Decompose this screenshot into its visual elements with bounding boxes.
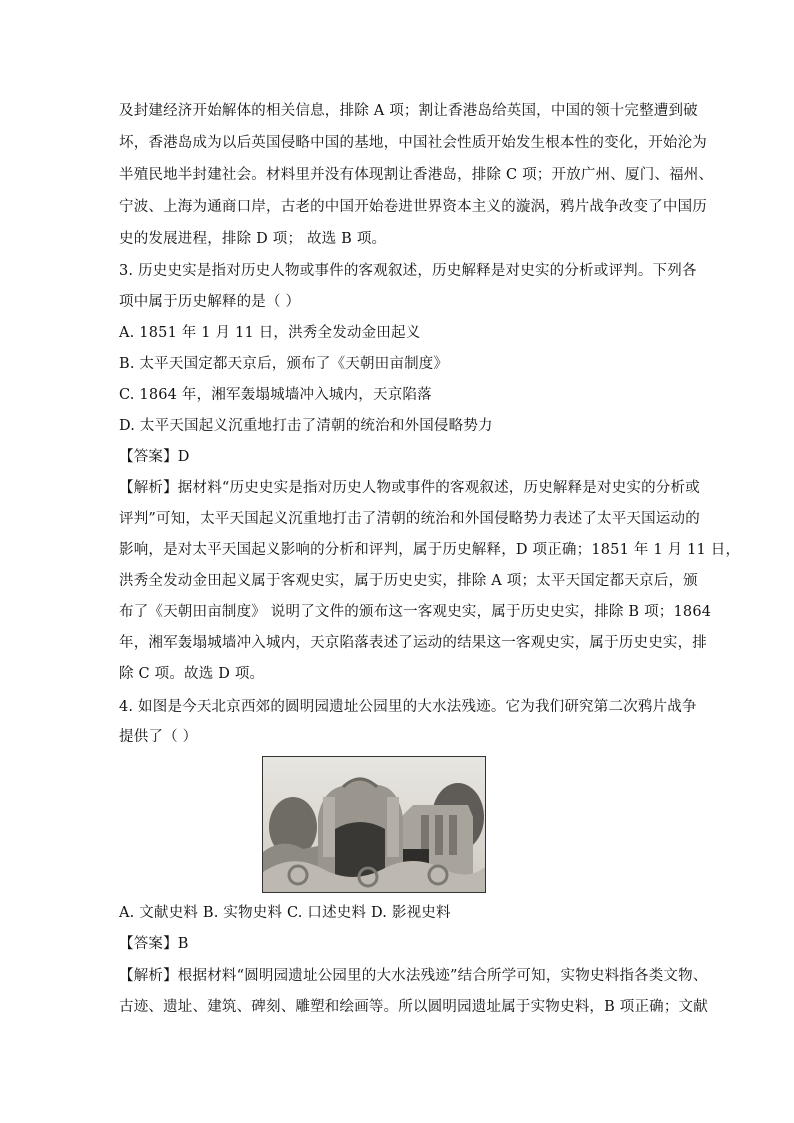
analysis-line: 影响，是对太平天国起义影响的分析和评判，属于历史解释，D 项正确；1851 年 1 月 11 日， [119, 542, 741, 558]
answer-label: 【答案】D [119, 449, 190, 465]
option-d: D. 太平天国起义沉重地打击了清朝的统治和外国侵略势力 [119, 418, 493, 434]
paragraph-line: 坏，香港岛成为以后英国侵略中国的基地，中国社会性质开始发生根本性的变化，开始沦为 [119, 135, 707, 151]
paragraph-line: 史的发展进程，排除 D 项； 故选 B 项。 [119, 231, 387, 247]
ruins-illustration [263, 757, 485, 892]
question-4-stem: 提供了（ ） [119, 729, 198, 745]
options-row: A. 文献史料 B. 实物史料 C. 口述史料 D. 影视史料 [119, 905, 451, 921]
paragraph-line: 及封建经济开始解体的相关信息，排除 A 项；割让香港岛给英国，中国的领十完整遭到破 [119, 103, 698, 119]
option-b: B. 太平天国定都天京后，颁布了《天朝田亩制度》 [119, 356, 449, 372]
analysis-line: 布了《天朝田亩制度》 说明了文件的颁布这一客观史实，属于历史史实，排除 B 项；1864 [119, 604, 712, 620]
analysis-line: 【解析】据材料“历史史实是指对历史人物或事件的客观叙述，历史解释是对史实的分析或 [119, 480, 700, 496]
option-a: A. 1851 年 1 月 11 日，洪秀全发动金田起义 [119, 325, 421, 341]
analysis-line: 除 C 项。故选 D 项。 [119, 666, 265, 682]
yuanmingyuan-ruins-photo [262, 756, 486, 893]
paragraph-line: 宁波、上海为通商口岸，古老的中国开始卷进世界资本主义的漩涡，鸦片战争改变了中国历 [119, 199, 707, 215]
answer-label: 【答案】B [119, 936, 189, 952]
analysis-line: 洪秀全发动金田起义属于客观史实，属于历史史实，排除 A 项；太平天国定都天京后，颁 [119, 573, 698, 589]
analysis-line: 评判”可知，太平天国起义沉重地打击了清朝的统治和外国侵略势力表述了太平天国运动的 [119, 511, 700, 527]
analysis-line: 年，湘军轰塌城墙冲入城内，天京陷落表述了运动的结果这一客观史实，属于历史史实，排 [119, 635, 707, 651]
question-4-stem: 4. 如图是今天北京西郊的圆明园遗址公园里的大水法残迹。它为我们研究第二次鸦片战争 [119, 699, 697, 715]
paragraph-line: 半殖民地半封建社会。材料里并没有体现割让香港岛，排除 C 项；开放广州、厦门、福州、 [119, 167, 714, 183]
option-c: C. 1864 年，湘军轰塌城墙冲入城内，天京陷落 [119, 387, 432, 403]
question-3-stem: 项中属于历史解释的是（ ） [119, 294, 301, 310]
analysis-line: 【解析】根据材料“圆明园遗址公园里的大水法残迹”结合所学可知，实物史料指各类文物、 [119, 968, 708, 984]
question-3-stem: 3. 历史史实是指对历史人物或事件的客观叙述，历史解释是对史实的分析或评判。下列各 [119, 263, 697, 279]
analysis-line: 古迹、遗址、建筑、碑刻、雕塑和绘画等。所以圆明园遗址属于实物史料，B 项正确；文献 [119, 999, 708, 1015]
